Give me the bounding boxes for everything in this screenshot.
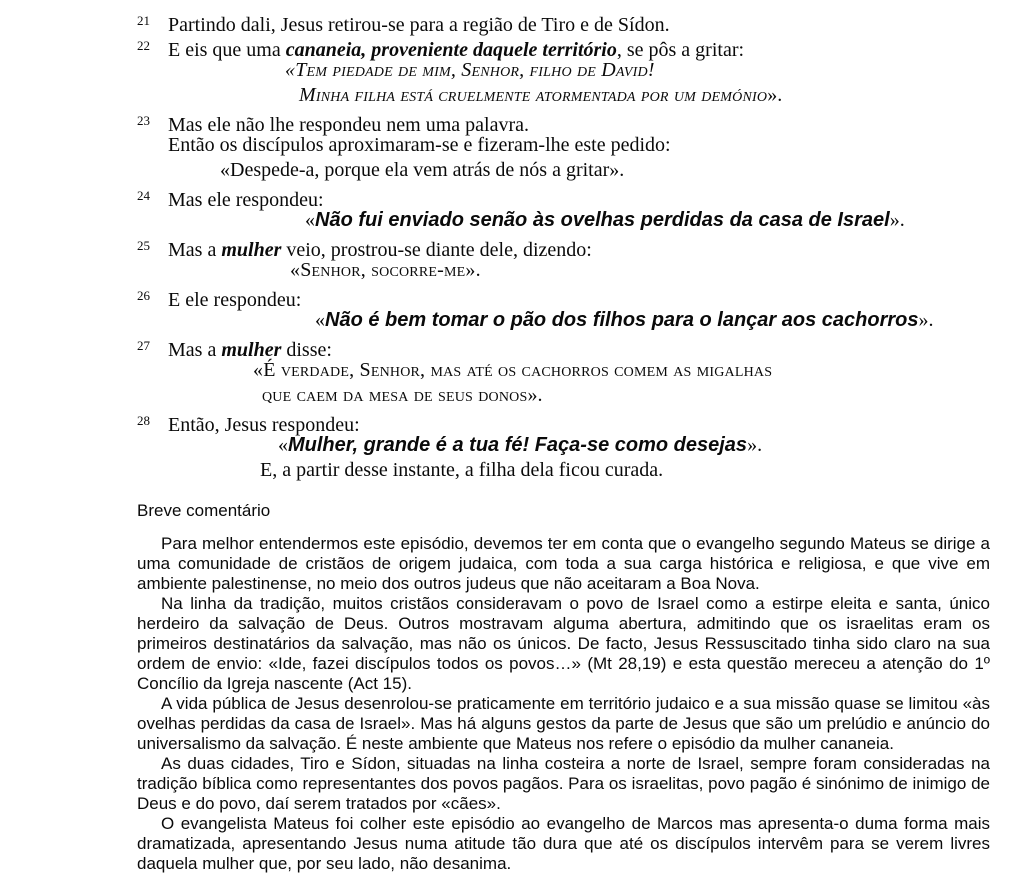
text-segment: que caem da mesa de seus donos [262, 384, 528, 406]
verse-line [137, 33, 1024, 61]
verse-number: 22 [137, 38, 150, 53]
text-segment: ». [889, 209, 905, 231]
text-segment: Minha filha está cruelmente atormentada por um demónio [299, 84, 768, 106]
text-segment: Então, Jesus respondeu: [168, 414, 360, 436]
verse-line [137, 408, 1024, 436]
text-segment: E, a partir desse instante, a filha dela ficou curada. [260, 459, 664, 481]
verse-number: 21 [137, 13, 150, 28]
text-segment: cananeia, proveniente daquele território [285, 39, 617, 61]
verse-line [137, 333, 1024, 361]
text-segment: «Despede-a, porque ela vem atrás de nós a gritar». [220, 159, 625, 181]
quote-line [315, 308, 1024, 333]
commentary-paragraphs [137, 534, 990, 874]
verse-number: 28 [137, 413, 150, 428]
quote-line [220, 158, 1024, 183]
text-segment: mulher [221, 339, 282, 361]
text-segment: Não é bem tomar o pão dos filhos para o lançar aos cachorros [325, 309, 919, 331]
quote-line [262, 383, 1024, 408]
verse-line [137, 108, 1024, 136]
text-segment: mulher [221, 239, 282, 261]
text-segment: Então os discípulos aproximaram-se e fizeram-lhe este pedido: [168, 134, 671, 156]
text-segment: « [278, 434, 288, 456]
text-segment: , se pôs a gritar: [616, 39, 745, 61]
verse-number: 27 [137, 338, 150, 353]
text-segment: «Senhor, socorre-me». [290, 259, 481, 281]
verse-number: 26 [137, 288, 150, 303]
commentary-paragraph: A vida pública de Jesus desenrolou-se praticamente em território judaico e a sua missão quase se limitou «às ovelhas perdidas da casa de Israel». Mas há alguns gestos da parte de Jesus que são um prelúdio e anúncio do universalismo da salvação. É neste ambiente que Mateus nos refere o episódio da mulher cananeia. [137, 694, 990, 753]
verse-number: 25 [137, 238, 150, 253]
text-segment: «É verdade, Senhor, mas até os cachorros comem as migalhas [253, 359, 773, 381]
commentary-section [137, 501, 990, 874]
text-segment: E eis que uma [168, 39, 286, 61]
text-segment: veio, prostrou-se diante dele, dizendo: [281, 239, 592, 261]
text-segment: ». [767, 84, 783, 106]
verse-number: 24 [137, 188, 150, 203]
text-segment: Não fui enviado senão às ovelhas perdidas da casa de Israel [315, 209, 890, 231]
quote-line [305, 208, 1024, 233]
text-segment: Mulher, grande é a tua fé! Faça-se como desejas [288, 434, 748, 456]
quote-line [168, 133, 1024, 158]
quote-line [285, 58, 1024, 83]
verse-number: 23 [137, 113, 150, 128]
verse-line [137, 183, 1024, 211]
text-segment: Mas a [168, 339, 222, 361]
quote-line [260, 458, 1024, 483]
commentary-heading: Breve comentário [137, 501, 271, 520]
verse-line [137, 8, 1024, 36]
text-segment: Mas ele não lhe respondeu nem uma palavra. [168, 114, 529, 136]
quote-line [299, 83, 1024, 108]
verse-line [137, 233, 1024, 261]
text-segment: « [315, 309, 325, 331]
commentary-paragraph: O evangelista Mateus foi colher este episódio ao evangelho de Marcos mas apresenta-o duma forma mais dramatizada, apresentando Jesus numa atitude tão dura que até os discípulos intervêm para se verem livres daquela mulher que, por seu lado, não desanima. [137, 814, 990, 873]
verse-line [137, 283, 1024, 311]
text-segment: E ele respondeu: [168, 289, 302, 311]
text-segment: ». [918, 309, 934, 331]
text-segment: Partindo dali, Jesus retirou-se para a região de Tiro e de Sídon. [168, 14, 670, 36]
commentary-paragraph: Para melhor entendermos este episódio, devemos ter em conta que o evangelho segundo Mateus se dirige a uma comunidade de cristãos de origem judaica, com toda a sua carga histórica e religiosa, e que vive em ambiente palestinense, no meio dos outros judeus que não aceitaram a Boa Nova. [137, 534, 990, 593]
commentary-paragraph: Na linha da tradição, muitos cristãos consideravam o povo de Israel como a estirpe eleita e santa, único herdeiro da salvação de Deus. Outros mostravam alguma abertura, admitindo que os israelitas eram os primeiros destinatários da salvação, mas não os únicos. De facto, Jesus Ressuscitado tinha sido claro na sua ordem de envio: «Ide, fazei discípulos todos os povos…» (Mt 28,19) e esta questão mereceu a atenção do 1º Concílio da Igreja nascente (Act 15). [137, 594, 990, 693]
quote-line [253, 358, 1024, 383]
text-segment: ». [747, 434, 763, 456]
text-segment: disse: [281, 339, 332, 361]
quote-line [278, 433, 1024, 458]
quote-line [290, 258, 1024, 283]
text-segment: Mas ele respondeu: [168, 189, 324, 211]
text-segment: ». [527, 384, 543, 406]
text-segment: «Tem piedade de mim, Senhor, filho de David! [285, 59, 655, 81]
commentary-paragraph: As duas cidades, Tiro e Sídon, situadas na linha costeira a norte de Israel, sempre foram consideradas na tradição bíblica como representantes dos povos pagãos. Para os israelitas, povo pagão é sinónimo de inimigo de Deus e do povo, daí serem tratados por «cães». [137, 754, 990, 813]
text-segment: « [305, 209, 315, 231]
text-segment: Mas a [168, 239, 222, 261]
